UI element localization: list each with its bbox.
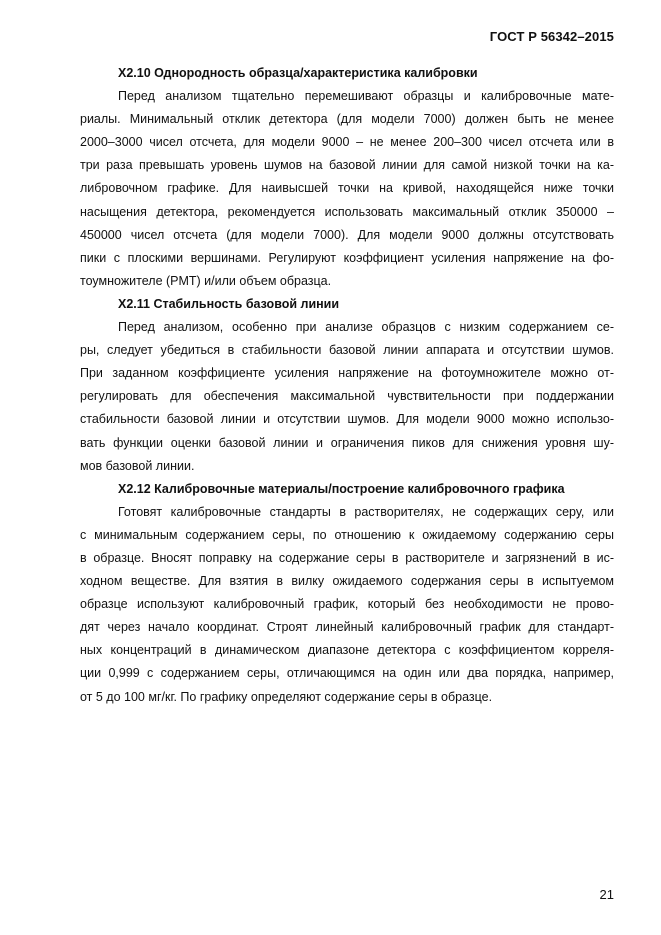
paragraph-line: либровочном графике. Для наивысшей точки на кривой, находящейся ниже точки bbox=[80, 181, 614, 196]
paragraph-line: ходном веществе. Для взятия в вилку ожидаемого содержания серы в испытуемом bbox=[80, 574, 614, 589]
paragraph-line: в образце. Вносят поправку на содержание серы в растворителе и загрязнений в ис- bbox=[80, 550, 614, 565]
paragraph-line: от 5 до 100 мг/кг. По графику определяют содержание серы в образце. bbox=[80, 689, 493, 704]
paragraph-line: 2000–3000 чисел отсчета, для модели 9000 – не менее 200–300 чисел отсчета или в bbox=[80, 135, 614, 150]
paragraph-line: 450000 чисел отсчета (для модели 7000). Для модели 9000 должны отсутствовать bbox=[80, 227, 614, 242]
paragraph-line: Перед анализом тщательно перемешивают образцы и калибровочные мате- bbox=[118, 89, 614, 104]
section-heading-x2-10: X2.10 Однородность образца/характеристика калибровки bbox=[118, 66, 478, 80]
document-code-header: ГОСТ Р 56342–2015 bbox=[489, 29, 614, 44]
paragraph-line: Готовят калибровочные стандарты в растворителях, не содержащих серу, или bbox=[118, 504, 614, 519]
paragraph-line: тоумножителе (PMT) и/или объем образца. bbox=[80, 273, 332, 288]
section-heading-x2-11: X2.11 Стабильность базовой линии bbox=[118, 296, 340, 311]
paragraph-line: дят через начало координат. Строят линейный калибровочный график для стандарт- bbox=[80, 620, 614, 635]
paragraph-line: мов базовой линии. bbox=[80, 458, 195, 473]
paragraph-line: вать функции оценки базовой линии и ограничения пиков для снижения уровня шу- bbox=[80, 435, 614, 450]
section-heading-x2-12: X2.12 Калибровочные материалы/построение калибровочного графика bbox=[118, 481, 565, 496]
paragraph-line: При заданном коэффициенте усиления напряжение на фотоумножителе можно от- bbox=[80, 366, 614, 381]
paragraph-line: ры, следует убедиться в стабильности базовой линии аппарата и отсутствии шумов. bbox=[80, 343, 614, 358]
paragraph-line: Перед анализом, особенно при анализе образцов с низким содержанием се- bbox=[118, 320, 614, 335]
page-number: 21 bbox=[599, 887, 614, 902]
document-body bbox=[80, 62, 614, 709]
paragraph-line: насыщения детектора, рекомендуется использовать максимальный отклик 350000 – bbox=[80, 204, 614, 219]
paragraph-line: пики с плоскими вершинами. Регулируют коэффициент усиления напряжение на фо- bbox=[80, 250, 614, 265]
paragraph-line: три раза превышать уровень шумов на базовой линии для самой низкой точки на ка- bbox=[80, 158, 614, 173]
paragraph-line: ции 0,999 с содержанием серы, отличающимся на один или два порядка, например, bbox=[80, 666, 614, 681]
paragraph-line: стабильности базовой линии и отсутствии шумов. Для модели 9000 можно использо- bbox=[80, 412, 614, 427]
paragraph-line: регулировать для обеспечения максимальной чувствительности при поддержании bbox=[80, 389, 614, 404]
paragraph-line: с минимальным содержанием серы, по отношению к ожидаемому содержанию серы bbox=[80, 527, 614, 542]
paragraph-line: риалы. Минимальный отклик детектора (для модели 7000) должен быть не менее bbox=[80, 112, 614, 127]
paragraph-line: образце используют калибровочный график, который без необходимости не прово- bbox=[80, 597, 614, 612]
paragraph-line: ных концентраций в динамическом диапазоне детектора с коэффициентом корреля- bbox=[80, 643, 614, 658]
